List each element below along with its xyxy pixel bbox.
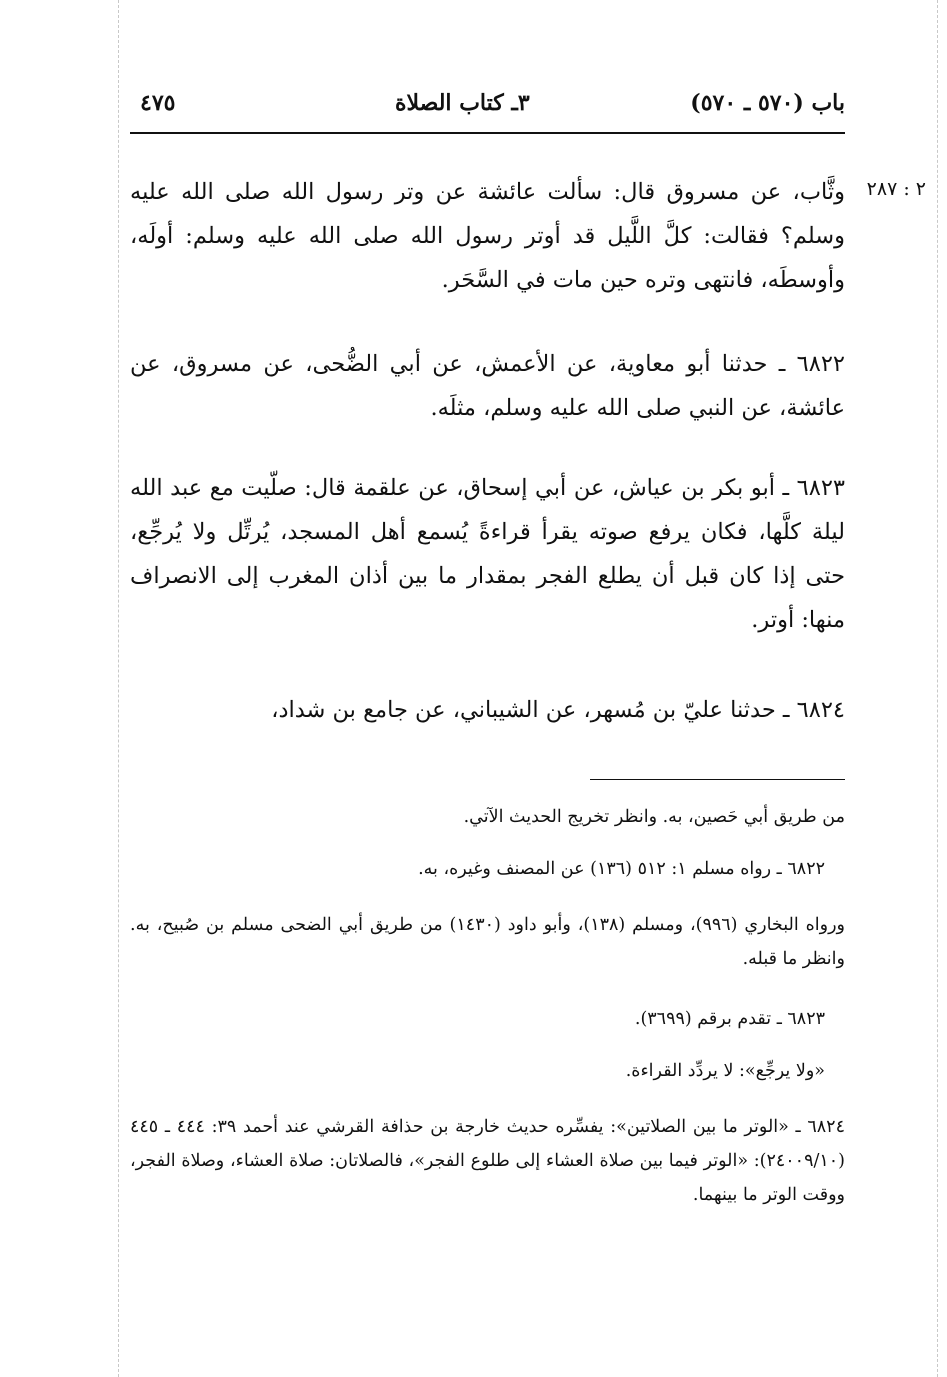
scan-margin-line-right: [937, 0, 938, 1377]
main-para-4: ٦٨٢٤ ـ حدثنا عليّ بن مُسهر، عن الشيباني، عن جامع بن شداد،: [271, 697, 845, 723]
footnote-3: ورواه البخاري (٩٩٦)، ومسلم (١٣٨)، وأبو داود (١٤٣٠) من طريق أبي الضحى مسلم بن صُبيح، به. وانظر ما قبله.: [130, 915, 845, 969]
page-number: ٤٧٥: [140, 90, 176, 116]
footnote-1: من طريق أبي حَصين، به. وانظر تخريج الحديث الآتي.: [463, 807, 845, 827]
footnote-5: «ولا يرجِّع»: لا يردِّد القراءة.: [625, 1061, 825, 1081]
footnote-6: ٦٨٢٤ ـ «الوتر ما بين الصلاتين»: يفسِّره حديث خارجة بن حذافة القرشي عند أحمد ٣٩: ٤٤٤ ـ ٤٤٥ (٢٤٠٠٩/١٠): «الوتر فيما بين صلاة العشاء إلى طلوع الفجر»، فالصلاتان: صلاة العشاء، وصلاة الفجر، ووقت الوتر ما بينهما.: [130, 1117, 845, 1205]
scan-margin-line-left: [118, 0, 119, 1377]
main-para-2: ٦٨٢٢ ـ حدثنا أبو معاوية، عن الأعمش، عن أبي الضُّحى، عن مسروق، عن عائشة، عن النبي صلى الله عليه وسلم، مثلَه.: [130, 351, 845, 421]
footnote-4: ٦٨٢٣ ـ تقدم برقم (٣٦٩٩).: [634, 1009, 825, 1029]
chapter-heading: باب (٥٧٠ ـ ٥٧٠): [690, 90, 845, 116]
book-title: ٣ـ كتاب الصلاة: [395, 90, 530, 116]
main-para-1: وثَّاب، عن مسروق قال: سألت عائشة عن وتر رسول الله صلى الله عليه وسلم؟ فقالت: كلَّ اللَّيل قد أوتر رسول الله صلى الله عليه وسلم: أولَه، وأوسطَه، فانتهى وتره حين مات في السَّحَر.: [130, 179, 845, 293]
main-para-3: ٦٨٢٣ ـ أبو بكر بن عياش، عن أبي إسحاق، عن علقمة قال: صلّيت مع عبد الله ليلة كلَّها، فكان يرفع صوته يقرأ قراءةً يُسمع أهل المسجد، يُرتِّل ولا يُرجِّع، حتى إذا كان قبل أن يطلع الفجر بمقدار ما بين أذان المغرب إلى الانصراف منها: أوتر.: [130, 475, 845, 633]
margin-reference: ٢ : ٢٨٧: [866, 178, 926, 200]
footnote-separator: [590, 779, 845, 780]
header-rule: [130, 132, 845, 134]
footnote-2: ٦٨٢٢ ـ رواه مسلم ١: ٥١٢ (١٣٦) عن المصنف وغيره، به.: [418, 859, 825, 879]
page-header: [130, 90, 845, 126]
